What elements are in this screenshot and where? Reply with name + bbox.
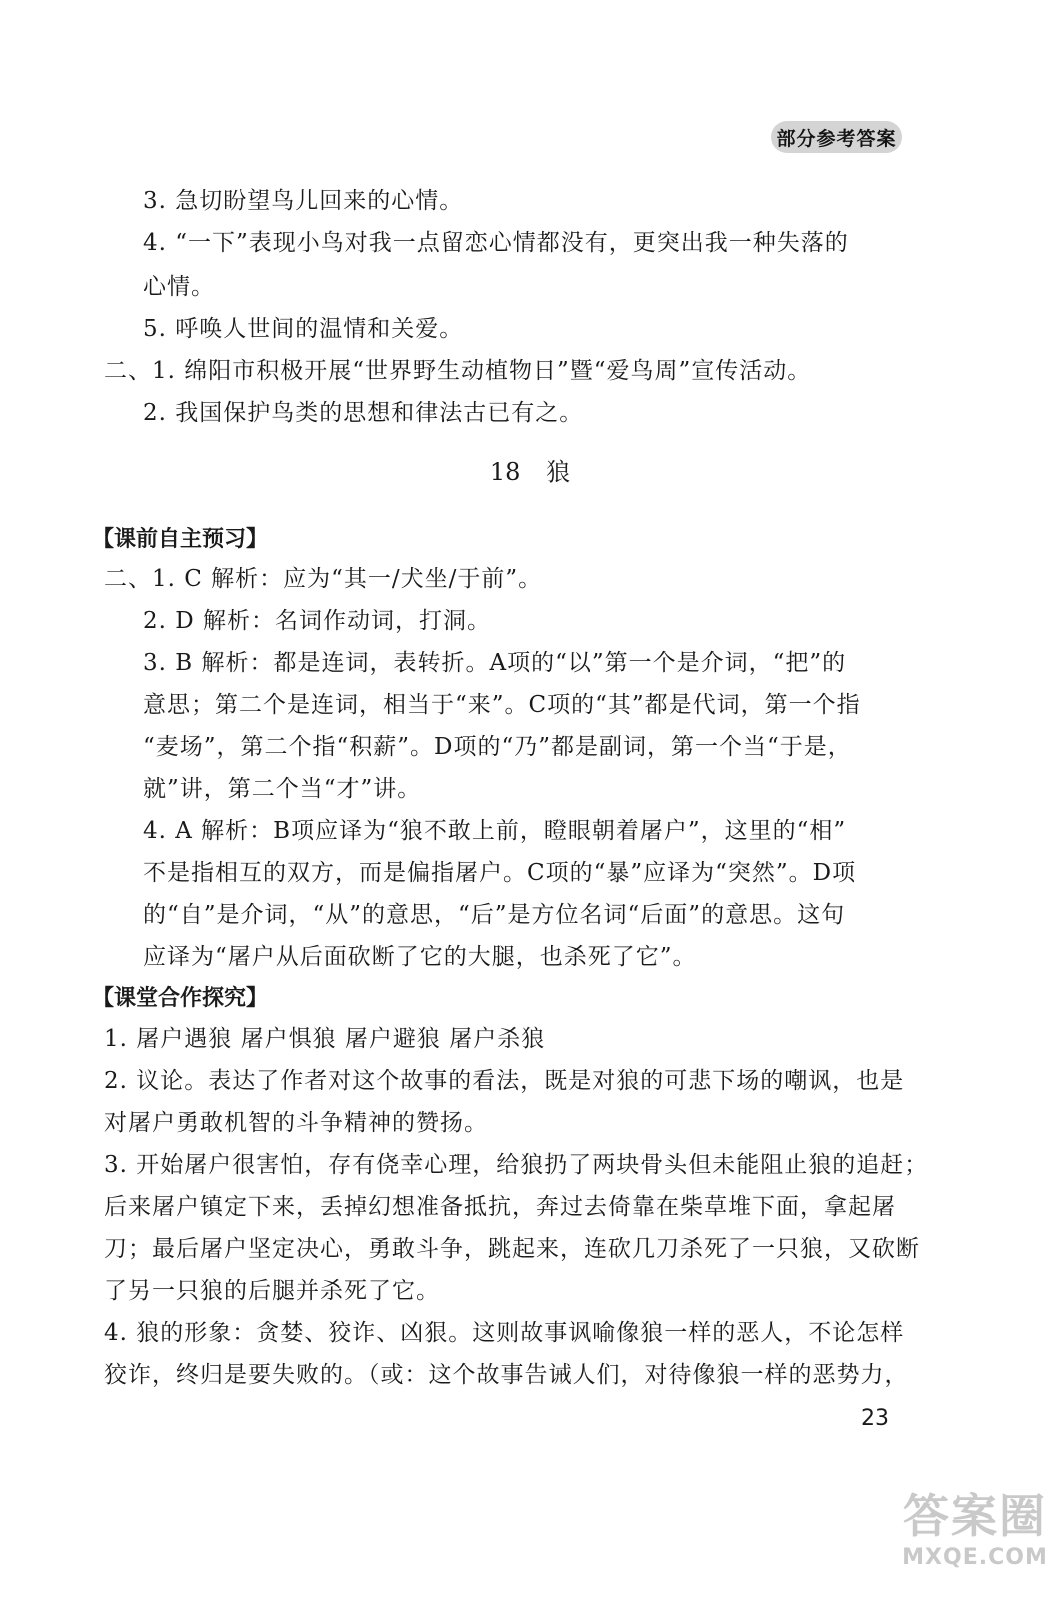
answer-line: 4. “一下”表现小鸟对我一点留恋心情都没有，更突出我一种失落的	[143, 230, 849, 256]
page-number: 23	[861, 1406, 889, 1431]
answer-line: 意思；第二个是连词，相当于“来”。C项的“其”都是代词，第一个指	[143, 692, 861, 718]
lesson-title: 18 狼	[489, 458, 571, 486]
answer-line: 对屠户勇敢机智的斗争精神的赞扬。	[104, 1110, 488, 1136]
section-badge: 部分参考答案	[771, 121, 902, 153]
answer-line: 二、1. 绵阳市积极开展“世界野生动植物日”暨“爱鸟周”宣传活动。	[104, 358, 812, 384]
answer-line: 2. 议论。表达了作者对这个故事的看法，既是对狼的可悲下场的嘲讽，也是	[104, 1068, 905, 1094]
answer-line: 3. 开始屠户很害怕，存有侥幸心理，给狼扔了两块骨头但未能阻止狼的追赶；	[104, 1152, 929, 1178]
answer-line: 二、1. C 解析：应为“其一/犬坐/于前”。	[104, 566, 543, 592]
section-heading-preview: 【课前自主预习】	[92, 527, 269, 552]
answer-line: 3. 急切盼望鸟儿回来的心情。	[143, 188, 464, 214]
answer-line: 4. 狼的形象：贪婪、狡诈、凶狠。这则故事讽喻像狼一样的恶人，不论怎样	[104, 1320, 905, 1346]
answer-line: 的“自”是介词，“从”的意思，“后”是方位名词“后面”的意思。这句	[143, 902, 846, 928]
answer-line: 后来屠户镇定下来，丢掉幻想准备抵抗，奔过去倚靠在柴草堆下面，拿起屠	[104, 1194, 896, 1220]
answer-line: 就”讲，第二个当“才”讲。	[143, 776, 422, 802]
watermark-logo	[900, 1488, 1050, 1598]
answer-line: 狡诈，终归是要失败的。（或：这个故事告诫人们，对待像狼一样的恶势力，	[104, 1362, 909, 1388]
watermark-text: 答案圈	[903, 1489, 1047, 1543]
answer-line: 刀；最后屠户坚定决心，勇敢斗争，跳起来，连砍几刀杀死了一只狼，又砍断	[104, 1236, 920, 1262]
answer-line: 2. D 解析：名词作动词，打洞。	[143, 608, 492, 634]
answer-line: 3. B 解析：都是连词，表转折。A项的“以”第一个是介词，“把”的	[143, 650, 847, 676]
section-heading-classwork: 【课堂合作探究】	[92, 986, 269, 1011]
answer-line: 4. A 解析：B项应译为“狼不敢上前，瞪眼朝着屠户”，这里的“相”	[143, 818, 847, 844]
answer-line: 2. 我国保护鸟类的思想和律法古已有之。	[143, 400, 584, 426]
answer-line: “麦场”，第二个指“积薪”。D项的“乃”都是副词，第一个当“于是，	[143, 734, 852, 760]
answer-line: 心情。	[143, 274, 215, 300]
answer-line: 1. 屠户遇狼 屠户惧狼 屠户避狼 屠户杀狼	[104, 1026, 546, 1052]
answer-line: 不是指相互的双方，而是偏指屠户。C项的“暴”应译为“突然”。D项	[143, 860, 857, 886]
answer-line: 了另一只狼的后腿并杀死了它。	[104, 1278, 440, 1304]
watermark-url: MXQE.COM	[902, 1545, 1048, 1570]
answer-line: 应译为“屠户从后面砍断了它的大腿，也杀死了它”。	[143, 944, 697, 970]
answer-line: 5. 呼唤人世间的温情和关爱。	[143, 316, 464, 342]
